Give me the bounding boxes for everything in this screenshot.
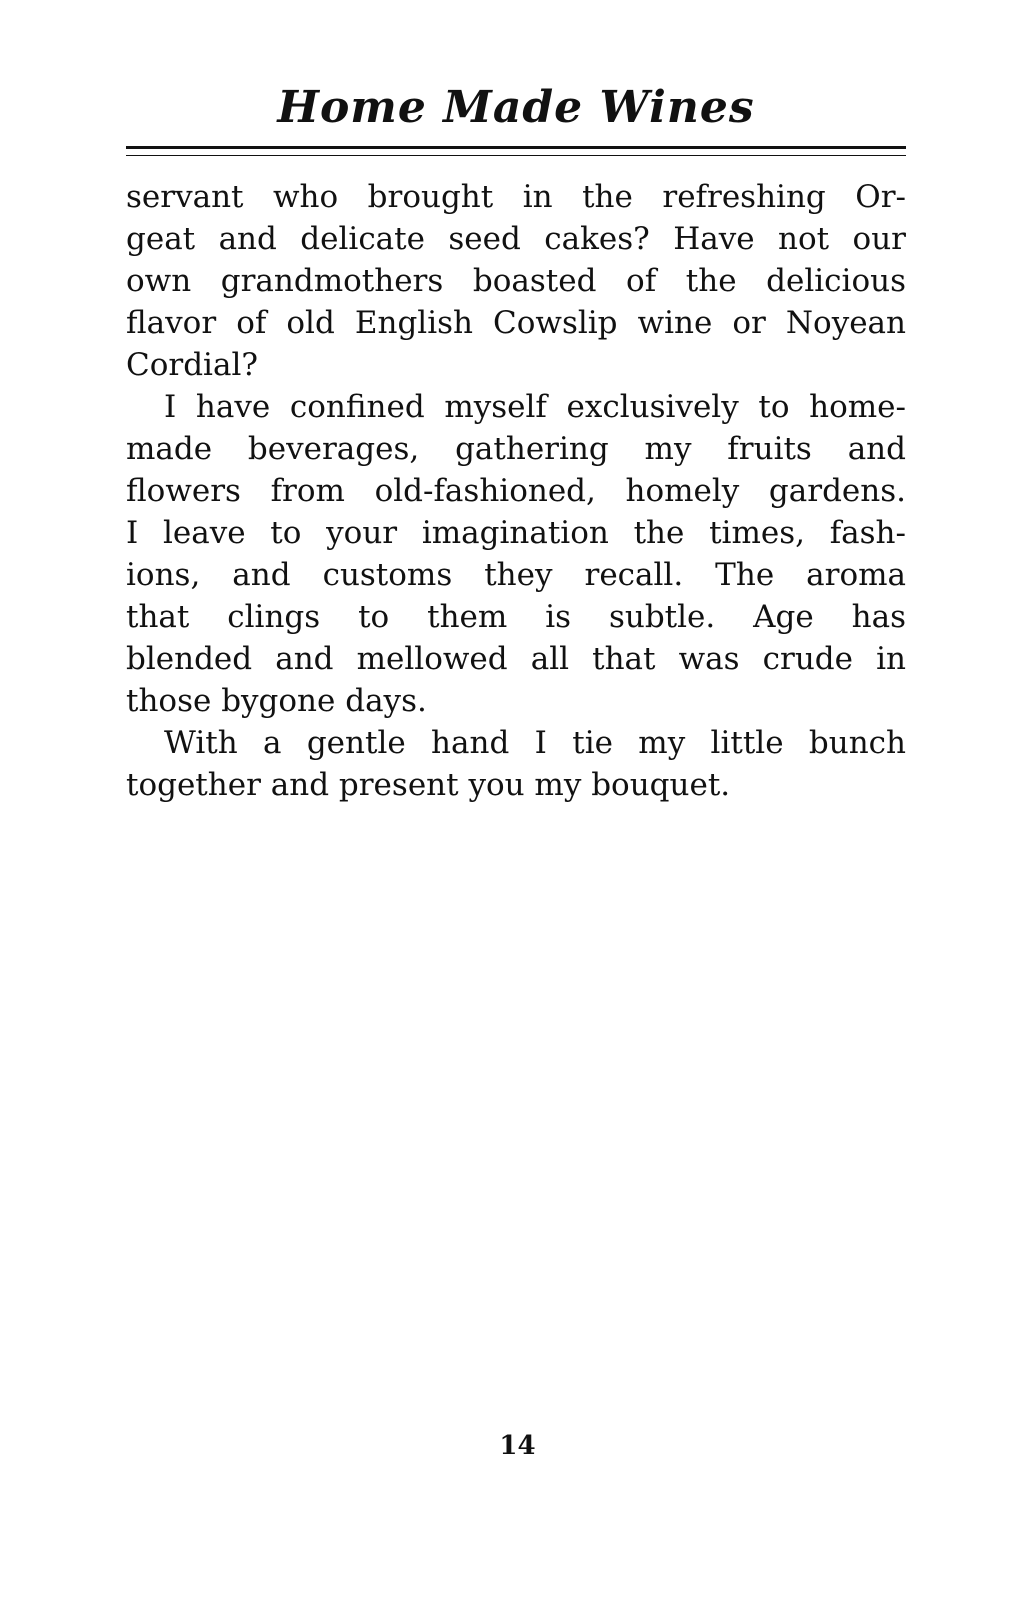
text-line: I leave to your imagination the times, fash-	[126, 515, 906, 551]
paragraph-2	[126, 386, 906, 722]
text-line: those bygone days.	[126, 683, 427, 719]
paragraph-1	[126, 176, 906, 386]
text-line: flowers from old-fashioned, homely gardens.	[126, 473, 906, 509]
text-line: blended and mellowed all that was crude in	[126, 641, 906, 677]
text-line: that clings to them is subtle. Age has	[126, 599, 906, 635]
running-head: Home Made Wines	[277, 82, 755, 133]
header-rule-thin	[126, 155, 906, 156]
text-line: flavor of old English Cowslip wine or Noyean	[126, 305, 906, 341]
body-text	[126, 176, 906, 806]
text-line: I have confined myself exclusively to home-	[164, 389, 906, 425]
text-line: With a gentle hand I tie my little bunch	[164, 725, 906, 761]
text-line: ions, and customs they recall. The aroma	[126, 557, 906, 593]
text-line: own grandmothers boasted of the delicious	[126, 263, 906, 299]
text-line: Cordial?	[126, 347, 258, 383]
header-rule-thick	[126, 146, 906, 149]
paragraph-3	[126, 722, 906, 806]
text-line: made beverages, gathering my fruits and	[126, 431, 906, 467]
text-line: servant who brought in the refreshing Or-	[126, 179, 906, 215]
text-line: together and present you my bouquet.	[126, 767, 731, 803]
text-line: geat and delicate seed cakes? Have not our	[126, 221, 906, 257]
page-number: 14	[499, 1431, 536, 1461]
